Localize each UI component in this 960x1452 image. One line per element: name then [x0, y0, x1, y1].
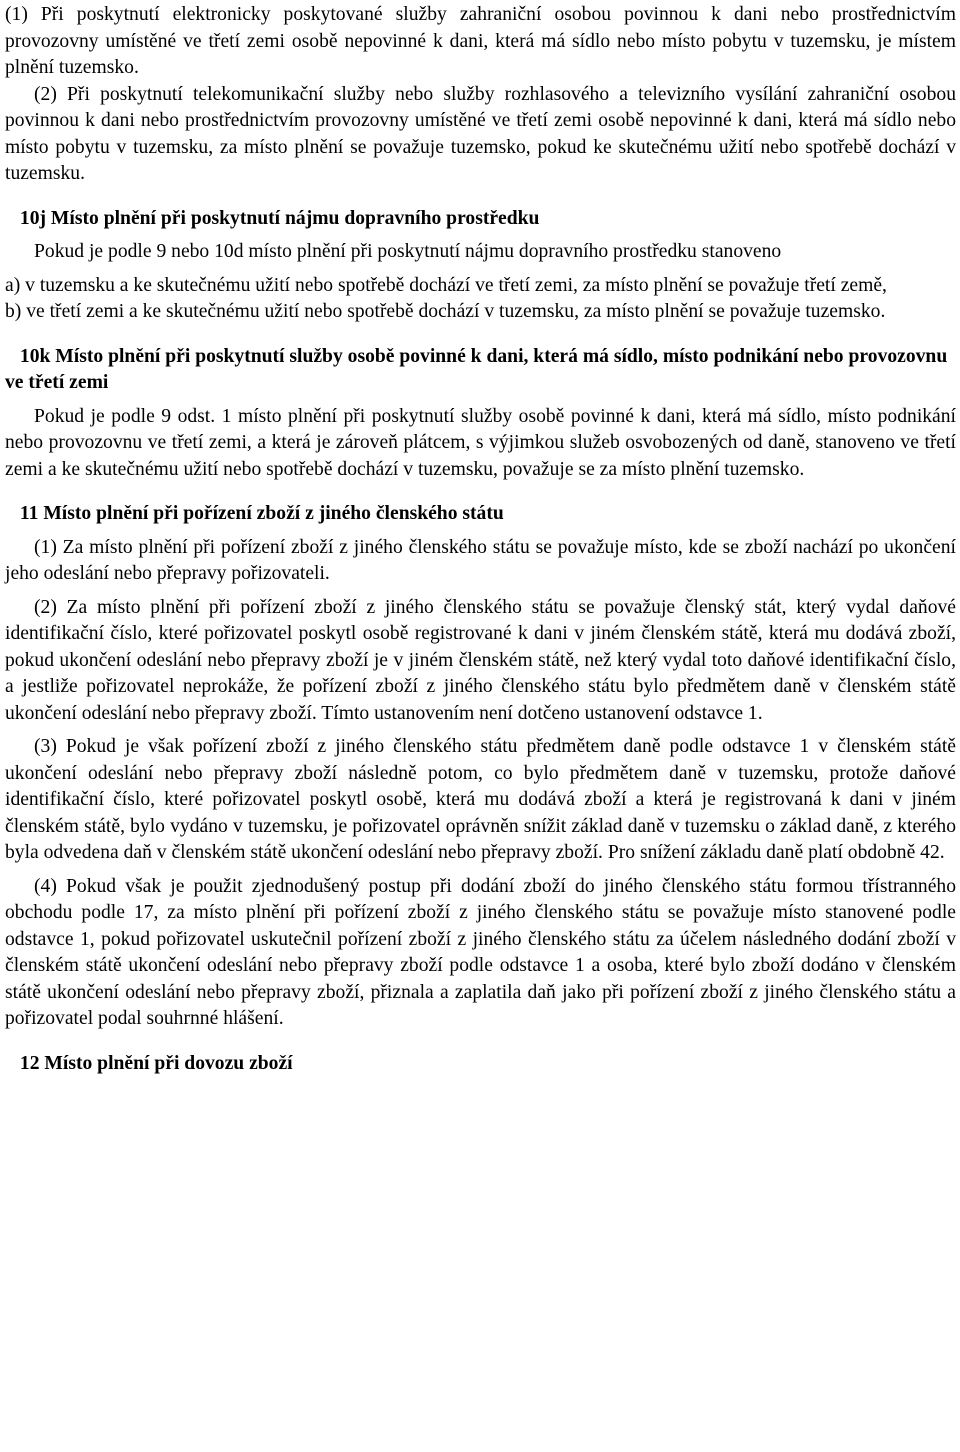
paragraph-10i-2: (2) Při poskytnutí telekomunikační služby nebo služby rozhlasového a televizního vysílání zahraniční osobou povinnou k dani nebo prostřednictvím provozovny umístěné ve třetí zemi osobě nepovinné k dani, která má sídlo nebo místo pobytu v tuzemsku, za místo plnění se považuje tuzemsko, pokud ke skutečnému užití nebo spotřebě dochází v tuzemsku.: [5, 83, 956, 184]
heading-11: [5, 501, 956, 528]
paragraph-11-4: (4) Pokud však je použit zjednodušený postup při dodání zboží do jiného členského státu formou třístranného obchodu podle 17, za místo plnění při pořízení zboží z jiného členského státu se považuje místo stanovené podle odstavce 1, pokud pořizovatel uskutečnil pořízení zboží z jiného členského státu za účelem následného dodání zboží v členském státě ukončení odeslání nebo přepravy zboží podle odstavce 1 a osoba, které bylo zboží dodáno v členském státě ukončení odeslání nebo přepravy zboží, přiznala a zaplatila daň jako při pořízení zboží z jiného členského státu a pořizovatel podal souhrnné hlášení.: [5, 875, 956, 1029]
heading-12-text: 12 Místo plnění při dovozu zboží: [19, 1052, 293, 1074]
heading-10j: [5, 206, 956, 233]
document-page: [5, 2, 956, 1077]
paragraph-11-1: (1) Za místo plnění při pořízení zboží z jiného členského státu se považuje místo, kde se zboží nachází po ukončení jeho odeslání nebo přepravy pořizovateli.: [5, 536, 956, 584]
paragraph-10k: Pokud je podle 9 odst. 1 místo plnění při poskytnutí služby osobě povinné k dani, která má sídlo, místo podnikání nebo provozovnu ve třetí zemi, a která je zároveň plátcem, s výjimkou služeb osvobozených od daně, stanoveno ve třetí zemi a ke skutečnému užití nebo spotřebě dochází v tuzemsku, považuje se za místo plnění tuzemsko.: [5, 405, 956, 480]
paragraph-10j-b: b) ve třetí zemi a ke skutečnému užití nebo spotřebě dochází v tuzemsku, za místo plnění se považuje tuzemsko.: [5, 301, 886, 322]
paragraph-10j-a: a) v tuzemsku a ke skutečnému užití nebo spotřebě dochází ve třetí zemi, za místo plnění se považuje třetí země,: [5, 274, 887, 296]
paragraph-10j-intro: Pokud je podle 9 nebo 10d místo plnění při poskytnutí nájmu dopravního prostředku stanoveno: [34, 241, 782, 262]
paragraph-11-3: (3) Pokud je však pořízení zboží z jiného členského státu předmětem daně podle odstavce 1 v členském státě ukončení odeslání nebo přepravy zboží následně potom, co bylo předmětem daně v tuzemsku, protože daňové identifikační číslo, které pořizovatel poskytl osobě, která mu dodává zboží a která je registrovaná k dani v jiném členském státě, bylo vydáno v tuzemsku, je pořizovatel oprávněn snížit základ daně v tuzemsku o základ daně, z kterého byla odvedena daň v členském státě ukončení odeslání nebo přepravy zboží. Pro snížení základu daně platí obdobně 42.: [5, 736, 956, 863]
heading-10k: [5, 344, 956, 397]
heading-11-text: 11 Místo plnění při pořízení zboží z jiného členského státu: [19, 503, 504, 524]
paragraph-10i-1: (1) Při poskytnutí elektronicky poskytované služby zahraniční osobou povinnou k dani nebo prostřednictvím provozovny umístěné ve třetí zemi osobě nepovinné k dani, která má sídlo nebo místo pobytu v tuzemsku, je místem plnění tuzemsko.: [5, 4, 956, 78]
heading-12: [5, 1051, 956, 1078]
heading-10j-text: 10j Místo plnění při poskytnutí nájmu dopravního prostředku: [19, 207, 540, 229]
paragraph-11-2: (2) Za místo plnění při pořízení zboží z jiného členského státu se považuje členský stát, který vydal daňové identifikační číslo, které pořizovatel poskytl osobě registrované k dani v jiném členském státě, která mu dodává zboží, pokud ukončení odeslání nebo přepravy zboží je v jiném členském státě, než který vydal toto daňové identifikační číslo, a jestliže pořizovatel neprokáže, že pořízení zboží z jiného členského státu bylo předmětem daně v členském státě ukončení odeslání nebo přepravy zboží. Tímto ustanovením není dotčeno ustanovení odstavce 1.: [5, 596, 956, 724]
heading-10k-text: 10k Místo plnění při poskytnutí služby osobě povinné k dani, která má sídlo, místo podnikání nebo provozovnu ve třetí zemi: [5, 345, 948, 393]
